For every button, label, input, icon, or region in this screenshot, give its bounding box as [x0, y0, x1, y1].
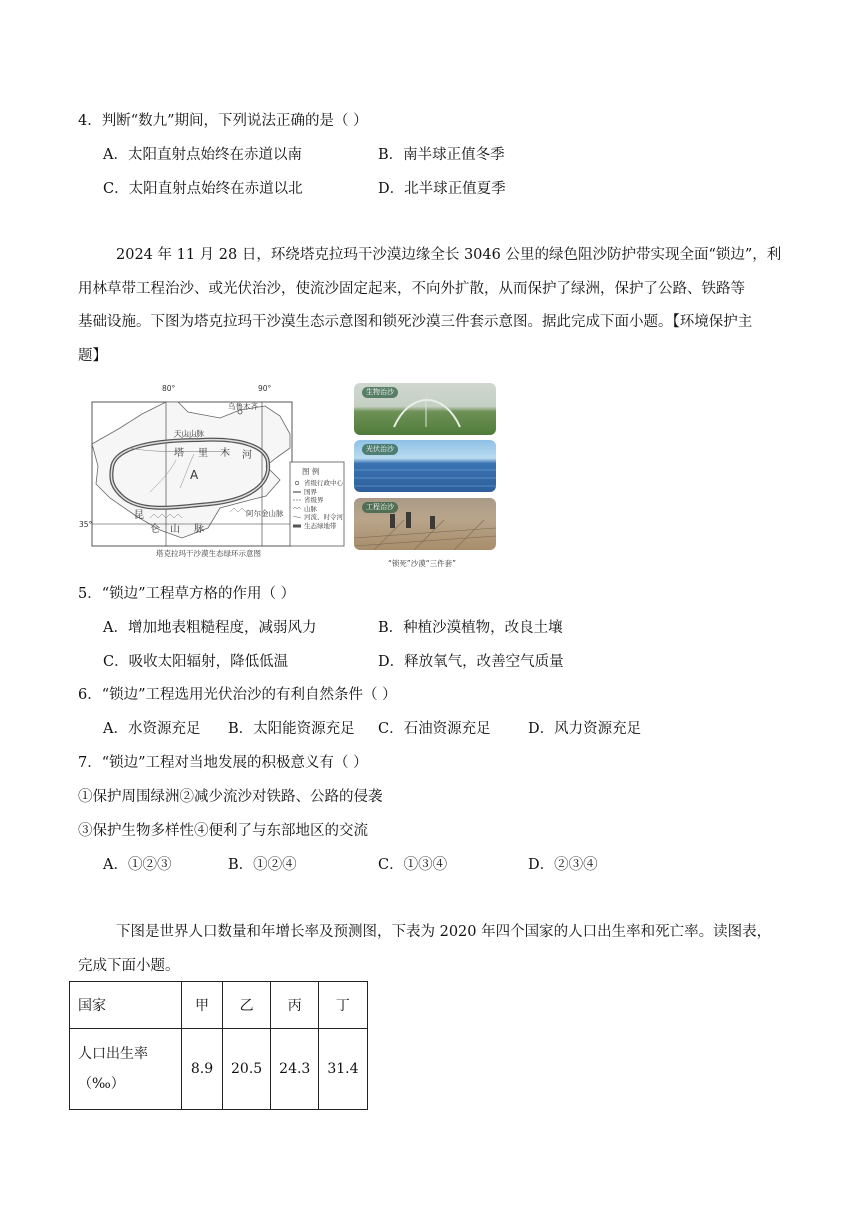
q6-option-a: A．水资源充足 [103, 721, 201, 737]
map-legend-6: 生态绿地带 [304, 522, 337, 530]
q7-option-c: C．①③④ [378, 857, 448, 873]
map-legend-5: 河流、时令河 [304, 513, 343, 521]
q6-option-c: C．石油资源充足 [378, 721, 491, 737]
photo-engineering-sand-control [354, 498, 496, 550]
photos-caption: “锁死”沙漠“三件套” [388, 559, 457, 568]
q6-option-b: B．太阳能资源充足 [228, 721, 355, 737]
q4-option-b: B．南半球正值冬季 [378, 147, 505, 163]
passage1-line1: 2024 年 11 月 28 日，环绕塔克拉玛干沙漠边缘全长 3046 公里的绿色阻沙防护带实现全面“锁边”，利 [116, 247, 782, 263]
passage2-line2: 完成下面小题。 [78, 958, 180, 974]
table-cell-yi: 20.5 [223, 1029, 271, 1110]
passage1-line3: 基础设施。下图为塔克拉玛干沙漠生态示意图和锁死沙漠三件套示意图。据此完成下面小题。【环境保护主 [78, 314, 753, 330]
photo-tag-1: 生物治沙 [362, 387, 398, 398]
map-label-ta: 塔 [174, 448, 184, 459]
photo-tag-3: 工程治沙 [362, 502, 398, 513]
map-lon80: 80° [162, 384, 176, 393]
table-row-label [70, 1029, 182, 1110]
map-lon90: 90° [258, 384, 272, 393]
q4-option-d: D．北半球正值夏季 [378, 181, 506, 197]
q5-stem: 5．“锁边”工程草方格的作用（ ） [78, 586, 296, 602]
q5-option-b: B．种植沙漠植物，改良土壤 [378, 620, 563, 636]
map-label-mai: 脉 [194, 524, 204, 535]
taklimakan-map [79, 384, 346, 558]
table-header-bing: 丙 [271, 982, 319, 1029]
q5-option-c: C．吸收太阳辐射，降低低温 [103, 654, 289, 670]
map-label-mu: 木 [220, 448, 230, 459]
map-label-kun: 昆 [134, 510, 144, 521]
table-cell-ding: 31.4 [319, 1029, 367, 1110]
table-cell-bing: 24.3 [271, 1029, 319, 1110]
q7-stem: 7．“锁边”工程对当地发展的积极意义有（ ） [78, 755, 368, 771]
q7-option-d: D．②③④ [528, 857, 598, 873]
map-city-urumqi: 乌鲁木齐 [228, 402, 258, 411]
q4-option-a: A．太阳直射点始终在赤道以南 [103, 147, 302, 163]
map-legend-4: 山脉 [304, 505, 317, 513]
table-row-label-line1: 人口出生率 [78, 1046, 148, 1062]
passage2-line1: 下图是世界人口数量和年增长率及预测图，下表为 2020 年四个国家的人口出生率和死亡率。读图表， [116, 924, 772, 940]
table-header-row [70, 982, 368, 1029]
q4-stem: 4．判断“数九”期间，下列说法正确的是（ ） [78, 113, 368, 129]
map-legend-1: 省级行政中心 [304, 479, 343, 487]
map-lat35: 35° [79, 520, 93, 529]
q6-option-d: D．风力资源充足 [528, 721, 642, 737]
map-label-shan: 山 [170, 524, 180, 535]
map-label-a: A [190, 468, 199, 482]
q4-option-c: C．太阳直射点始终在赤道以北 [103, 181, 303, 197]
table-header-yi: 乙 [223, 982, 271, 1029]
passage1-line2: 用林草带工程治沙、或光伏治沙，使流沙固定起来，不向外扩散，从而保护了绿洲，保护了公路、铁路等 [78, 281, 745, 297]
q7-option-a: A．①②③ [103, 857, 172, 873]
population-table [69, 981, 368, 1110]
map-altun: 阿尔金山脉 [246, 509, 284, 518]
map-tianshan: 天山山脉 [174, 429, 204, 438]
table-header-ding: 丁 [319, 982, 367, 1029]
map-legend-3: 省级界 [304, 496, 324, 504]
photo-tag-2: 光伏治沙 [362, 444, 398, 455]
map-label-lun: 仑 [150, 524, 160, 535]
q5-option-d: D．释放氧气，改善空气质量 [378, 654, 564, 670]
q6-stem: 6．“锁边”工程选用光伏治沙的有利自然条件（ ） [78, 687, 397, 703]
table-header-country: 国家 [70, 982, 182, 1029]
table-row-label-line2: （‰） [78, 1076, 125, 1092]
map-legend-title: 图 例 [302, 467, 320, 476]
map-legend-2: 国界 [304, 488, 317, 496]
map-caption: 塔克拉玛干沙漠生态绿环示意图 [156, 549, 261, 558]
photo-solar-sand-control [354, 440, 496, 492]
table-header-jia: 甲 [182, 982, 223, 1029]
photo-stack [352, 383, 498, 571]
table-cell-jia: 8.9 [182, 1029, 223, 1110]
map-label-he: 河 [242, 450, 252, 461]
table-row [70, 1029, 368, 1110]
q7-statement-2: ③保护生物多样性④便利了与东部地区的交流 [78, 823, 368, 839]
map-label-li: 里 [198, 448, 208, 459]
passage1-line4: 题】 [78, 348, 107, 364]
q5-option-a: A．增加地表粗糙程度，减弱风力 [103, 620, 317, 636]
q7-option-b: B．①②④ [228, 857, 297, 873]
q7-statement-1: ①保护周围绿洲②减少流沙对铁路、公路的侵袭 [78, 789, 383, 805]
photo-bio-sand-control [354, 383, 496, 435]
